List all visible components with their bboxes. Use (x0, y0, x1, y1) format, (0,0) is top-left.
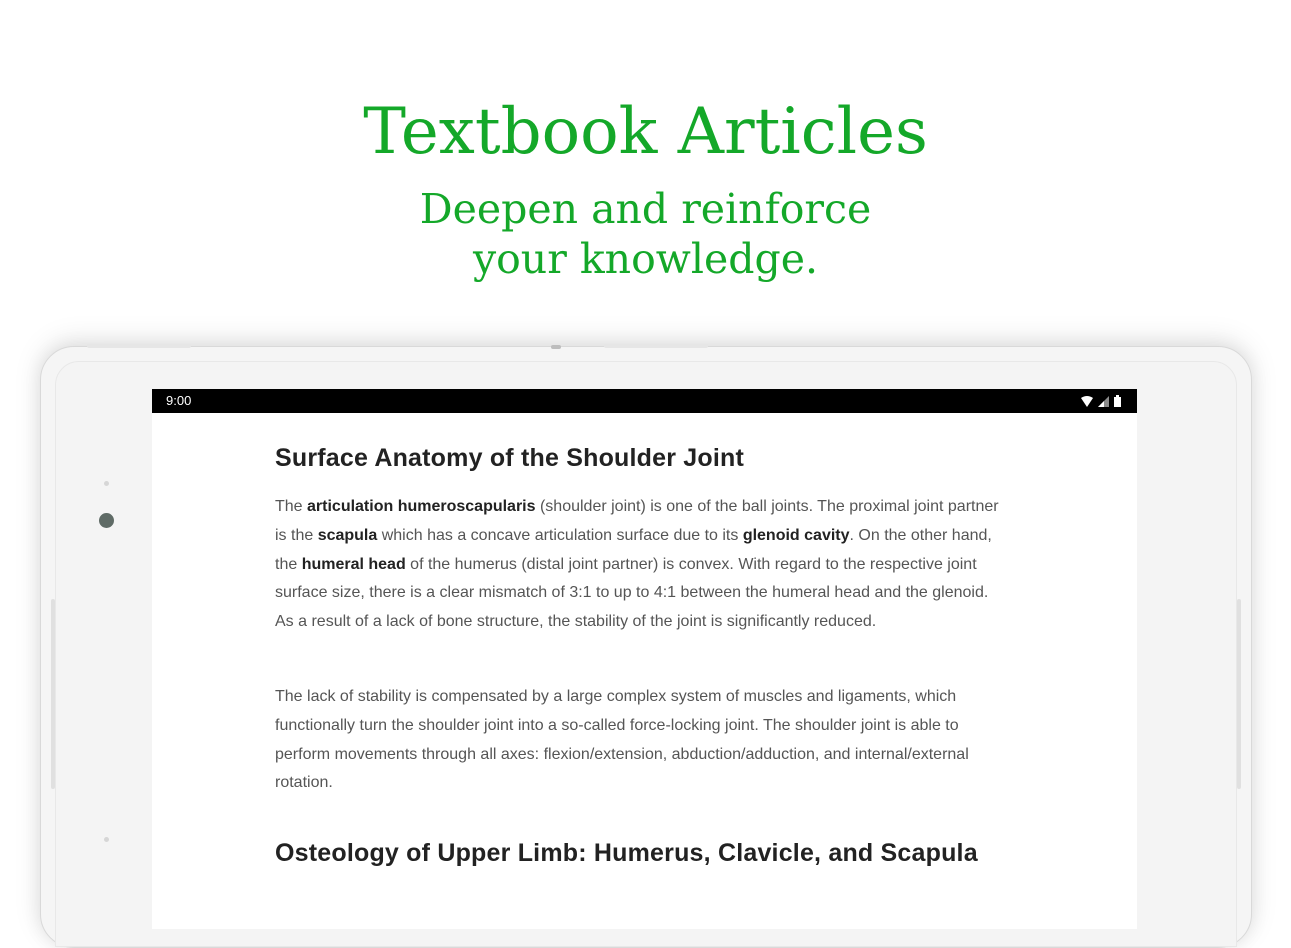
text-segment: The (275, 498, 308, 515)
tablet-right-edge-key (1237, 599, 1241, 789)
promo-subtitle-line1: Deepen and reinforce (419, 185, 872, 233)
promo-title: Textbook Articles (363, 95, 928, 169)
tablet-screen (152, 389, 1137, 929)
battery-icon (1114, 395, 1121, 407)
article-paragraph: The lack of stability is compensated by a large complex system of muscles and ligaments, which functionally turn the shoulder joint into a so-called force-locking joint. The shoulder joint is able to perform movements through all axes: flexion/extension, abduction/adduction, and internal/external rotation. (275, 688, 969, 792)
wifi-icon (1081, 396, 1093, 407)
text-segment: (shoulder joint) is one of the ball joints. The proximal joint partner is the (275, 498, 999, 544)
text-segment: of the humerus (distal joint partner) is convex. With regard to the respective joint surface size, there is a clear mismatch of 3:1 to up to 4:1 between the humeral head and the glenoid. As a result of a lack of bone structure, the stability of the joint is significantly reduced. (275, 555, 989, 631)
promo-subtitle (0, 184, 1291, 284)
tablet-sensor-dot (104, 481, 109, 486)
article-heading: Osteology of Upper Limb: Humerus, Clavicle, and Scapula (275, 839, 978, 867)
article-heading: Surface Anatomy of the Shoulder Joint (275, 444, 745, 472)
tablet-top-sensor (551, 345, 561, 349)
bold-term: glenoid cavity (742, 526, 850, 544)
text-segment: . On the other hand, the (275, 526, 992, 573)
bold-term: scapula (317, 526, 378, 544)
status-icons (1081, 395, 1121, 407)
text-segment: which has a concave articulation surface due to its (377, 526, 743, 544)
article-paragraph (275, 493, 1010, 637)
promo-subtitle-line2: your knowledge. (472, 235, 819, 283)
tablet-top-edge-left (87, 344, 191, 348)
tablet-front-camera (99, 513, 114, 528)
tablet-mic-dot (104, 837, 109, 842)
signal-icon (1098, 396, 1109, 407)
bold-term: humeral head (301, 555, 406, 573)
tablet-top-slot (604, 344, 708, 348)
bold-term: articulation humeroscapularis (307, 498, 536, 515)
tablet-left-edge-key (51, 599, 55, 789)
status-bar (152, 389, 1137, 413)
status-time: 9:00 (166, 393, 192, 408)
